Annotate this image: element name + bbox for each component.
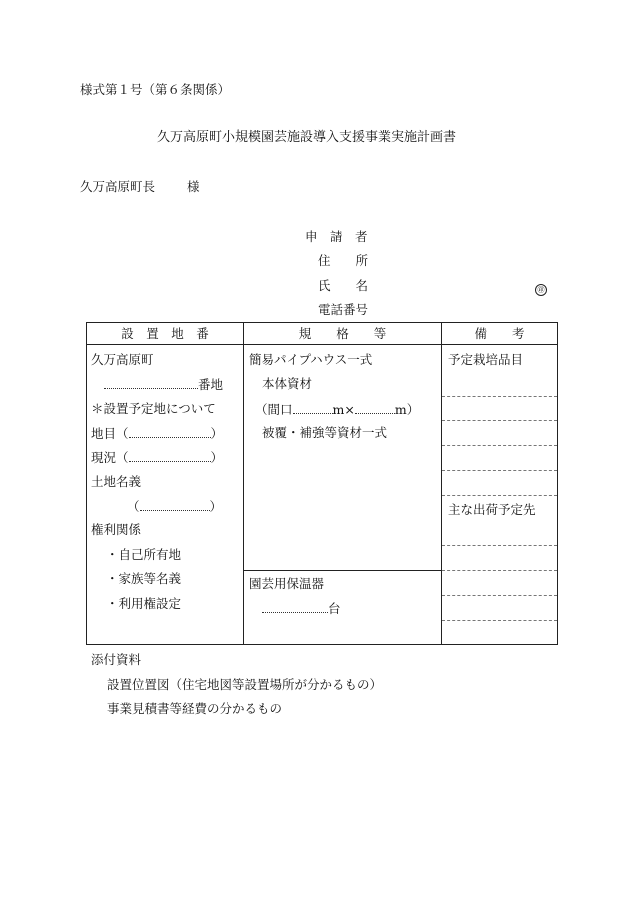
remarks-line [442,595,557,596]
land-category-field[interactable] [91,425,223,442]
document-title: 久万高原町小規模園芸施設導入支援事業実施計画書 [157,130,457,145]
addressee [80,179,200,195]
owner-label: 土地名義 [91,474,142,489]
spec-section-divider [243,570,441,571]
frontage-open: （間口 [255,402,293,417]
applicant-phone-label: 電話番号 [318,302,369,317]
frontage-field[interactable] [255,401,419,418]
spec-body-material: 本体資材 [262,376,313,391]
seal-icon [535,280,547,296]
owner-blank[interactable] [140,498,210,511]
frontage-m-close: m） [394,402,420,417]
table-border-left [86,322,87,645]
remarks-line [442,570,557,571]
attachment-item: 設置位置図（住宅地図等設置場所が分かるもの） [107,677,383,692]
rights-option-lease[interactable]: ・利用権設定 [106,596,182,611]
seal-mark: ㊞ [535,284,547,296]
warmer-count-field[interactable] [262,600,341,617]
attachments-heading: 添付資料 [91,652,142,667]
lot-number-blank[interactable] [104,376,198,389]
remarks-line [442,620,557,621]
table-border-bottom [86,644,558,645]
spec-warmer: 園芸用保温器 [249,576,325,591]
applicant-heading: 申 請 者 [305,229,368,244]
spec-covering: 被覆・補強等資材一式 [262,425,388,440]
remarks-line [442,445,557,446]
current-state-label: 現況（ [91,450,129,465]
land-category-blank[interactable] [129,425,211,438]
frontage-m-times: m× [332,402,355,417]
warmer-unit: 台 [328,601,341,616]
owner-close: ） [209,499,223,514]
rights-option-own[interactable]: ・自己所有地 [106,547,182,562]
remarks-destination: 主な出荷予定先 [448,502,536,517]
header-specs: 規 格 等 [298,326,387,341]
remarks-line [442,420,557,421]
rights-option-family[interactable]: ・家族等名義 [106,571,182,586]
owner-open: （ [127,499,140,514]
form-number: 様式第１号（第６条関係） [80,82,231,97]
table-border-top [86,322,558,323]
lot-suffix: 番地 [198,377,224,392]
current-state-blank[interactable] [129,449,211,462]
header-location: 設 置 地 番 [121,326,209,341]
location-town: 久万高原町 [91,352,154,367]
rights-label: 権利関係 [91,522,142,537]
lot-number-field[interactable] [104,376,223,393]
frontage-width-blank[interactable] [293,401,333,414]
remarks-line [442,470,557,471]
remarks-crops: 予定栽培品目 [448,352,524,367]
land-category-close: ） [210,426,224,441]
remarks-line [442,396,557,397]
owner-field[interactable] [127,498,222,515]
addressee-honorific: 様 [186,179,200,194]
addressee-name: 久万高原町長 [80,179,156,194]
remarks-line [442,545,557,546]
applicant-address-label: 住 所 [318,253,369,268]
header-remarks: 備 考 [474,326,525,341]
table-header-divider [86,344,558,345]
table-col-divider-1 [243,322,244,645]
frontage-length-blank[interactable] [355,401,395,414]
table-border-right [557,322,558,645]
table-col-divider-2 [441,322,442,645]
location-note: ＊設置予定地について [91,401,216,416]
applicant-name-label: 氏 名 [318,278,369,293]
warmer-count-blank[interactable] [262,600,328,613]
current-state-field[interactable] [91,449,223,466]
current-state-close: ） [210,450,224,465]
land-category-label: 地目（ [91,426,129,441]
remarks-line [442,495,557,496]
spec-pipe-house: 簡易パイプハウス一式 [249,352,373,367]
attachment-item: 事業見積書等経費の分かるもの [107,701,283,716]
